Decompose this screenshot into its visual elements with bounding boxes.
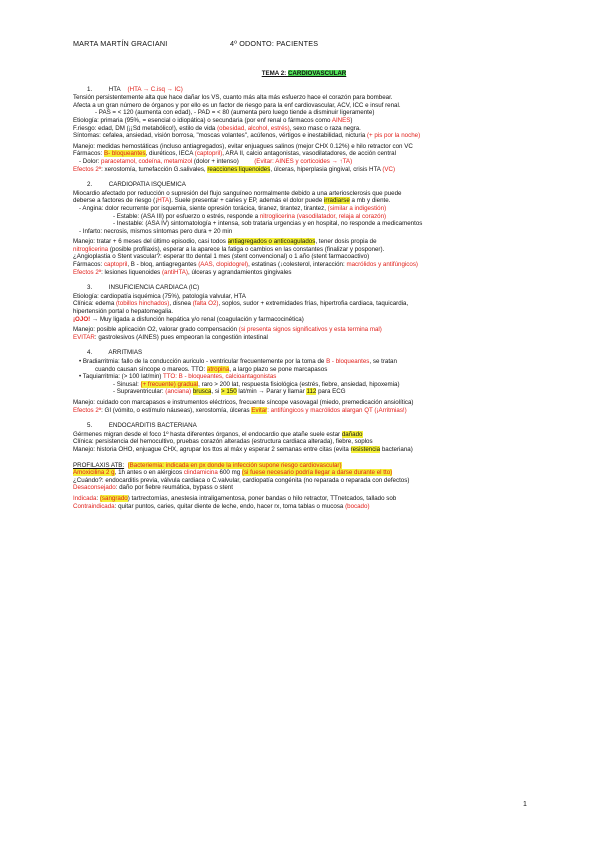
- text-line: ¡OJO! → Muy ligada a disfunción hepática y/o renal (coagulación y farmacocinética): [73, 315, 304, 323]
- title-name: CARDIOVASCULAR: [287, 70, 347, 77]
- text-line: Desaconsejado: daño por fiebre reumática, bypass o stent: [73, 484, 233, 492]
- text-line: • Bradiarritmia: fallo de la conducción auriculo - ventricular frecuentemente por la toma de B - bloqueantes, se tratan: [79, 358, 397, 365]
- text-line: Indicada: (sangrado) tartrectomías, anestesia intraligamentosa, poner bandas o hilo retractor, TTnetcados, tallado sob: [73, 494, 397, 502]
- section-heading-ic: 3. INSUFICIENCIA CARDIACA (IC): [87, 284, 200, 292]
- text-line: Manejo: posible aplicación O2, valorar grado compensación (si presenta signos significativos y esta termina mal): [73, 326, 382, 334]
- text-line: Afecta a un gran número de órganos y por ello es un factor de riesgo para la enf cardiovascular, ACV, ICC e insuf renal.: [73, 101, 401, 109]
- text-line: Efectos 2ª: lesiones liquenoides (antiHTA), úlceras y agrandamientos gingivales: [73, 268, 292, 276]
- text-line: - Sinusal: (+ frecuente) gradual, raro > 200 lat, respuesta fisiológica (estrés, fiebre, ansiedad, hipoxemia): [113, 380, 400, 388]
- page-number: 1: [523, 801, 527, 808]
- text-line: Clínica: edema (tobillos hinchados), disnea (falta O2), soplos, sudor + extremidades frías, hipertrofia cardiaca, taquicardia,: [73, 300, 409, 308]
- text-line: - Supraventricular: (anciana) brusca, si > 150 lat/min → Parar y llamar 112 para ECG: [113, 388, 346, 396]
- text-line: Etiología: primaria (95%, = esencial o idiopática) o secundaria (por enf renal o fármacos como AINES): [73, 116, 353, 124]
- section-heading-endocarditis: 5. ENDOCARDITIS BACTERIANA: [87, 422, 197, 430]
- text-line: Amoxicilina 2 g, 1h antes o en alérgicos clindamicina 600 mg (si fuese necesario podría llegar a darse durante el tto): [73, 469, 393, 477]
- text-line: Miocardio afectado por reducción o supresión del flujo sanguíneo normalmente debido a una arteriosclerosis que puede: [73, 189, 402, 197]
- header-author: MARTA MARTÍN GRACIANI: [73, 39, 168, 48]
- text-line: Manejo: tratar + 6 meses del último episodio, casi todos antiagregados o anticoagulados, tener dosis propia de: [73, 238, 377, 246]
- text-line: Manejo: historia OHO, enjuague CHX, agrupar los ttos al máx y esperar 2 semanas entre citas (evita resistencia bacteriana): [73, 445, 413, 453]
- text-line: Fármacos: B- bloqueantes, diuréticos, IECA (captopril), ARA II, calcio antagonistas, vasodilatadores, de acción central: [73, 150, 396, 158]
- text-line: - Angina: dolor recurrente por isquemia, siente opresión torácica, tiranez, tirantez, tirantez, (similar a indigestión): [79, 204, 387, 212]
- text-line: Clínica: persistencia del hemocultivo, pruebas corazón alteradas (estructura cardiaca alterada), fiebre, soplos: [73, 438, 373, 446]
- text-line: Etiología: cardiopatía isquémica (75%), patología valvular, HTA: [73, 292, 246, 300]
- text-line: Efectos 2ª: GI (vómito, o estímulo náuseas), xerostomía, úlceras Evitar: antifúngicos y macrólidos alargan QT (¡Arritmias!): [73, 406, 407, 414]
- text-line: F.riesgo: edad, DM (¡¡Sd metabólico!), estilo de vida (obesidad, alcohol, estrés), sexo masc o raza negra.: [73, 124, 361, 132]
- title-prefix: TEMA 2:: [261, 70, 288, 77]
- text-line: Fármacos: captopril, B - bloq, antiagregantes (AAS, clopidogrel), estatinas (↓colesterol, interacción: macrólidos y antifúngicos): [73, 261, 418, 269]
- text-line: deberse a factores de riesgo (¡HTA). Suele presentar + caries y EP, además el dolor puede irradiarse a mb y diente.: [73, 197, 391, 205]
- header-course: 4º ODONTO: PACIENTES: [230, 39, 319, 48]
- text-line: Manejo: cuidado con marcapasos e instrumentos eléctricos, frecuente síncope vasovagal (miedo, premedicación ansiolítica): [73, 398, 414, 406]
- text-line: Efectos 2ª: xerostomía, tumefacción G.salivales, reacciones liquenoides, úlceras, hiperplasia gingival, crisis HTA (VC): [73, 165, 396, 173]
- text-line: • Taquiarritmia: (> 100 lat/min) TTO: B - bloqueantes, calcioantagonistas: [79, 373, 277, 381]
- text-line: - Inestable: (ASA IV) sintomatología + intensa, sob trataria urgencias y en hospital, no responde a medicamentos: [113, 220, 423, 228]
- text-line: EVITAR: gastrolesivos (AINES) pues empeoran la congestión intestinal: [73, 333, 268, 341]
- text-line: - Dolor: paracetamol, codeína, metamizol (dolor + intenso) (Evitar: AINES y corticoides → ↑TA): [79, 157, 353, 165]
- text-line: - Infarto: necrosis, mismos síntomas pero dura + 20 min: [79, 227, 233, 235]
- text-line: ¿Cuándo?: endocarditis previa, válvula cardiaca o C.valvular, cardiopatía congénita (no reparada o reparada con defectos): [73, 476, 410, 484]
- text-line: cuando causan síncope o mareos. TTO: atropina, a largo plazo se pone marcapasos: [95, 365, 328, 373]
- section-heading-isquemica: 2. CARDIOPATÍA ISQUÉMICA: [87, 181, 186, 189]
- section-heading-hta: 1. HTA (HTA → C.isq → IC): [87, 85, 183, 93]
- page-title: [73, 70, 535, 78]
- text-line: Contraindicada: quitar puntos, caries, quitar diente de leche, endo, hacer rx, toma tablas o mucosa (bocado): [73, 502, 370, 510]
- text-line: Tensión persistentemente alta que hace dañar los VS, cuanto más alta más esfuerzo hace el corazón para bombear.: [73, 94, 393, 102]
- document-body: [73, 70, 535, 510]
- text-line: hipertensión portal o hepatomegalia.: [73, 308, 174, 316]
- text-line: - Estable: (ASA III) por esfuerzo o estrés, responde a nitroglicerina (vasodilatador, relaja al corazón): [113, 212, 387, 220]
- section-heading-arritmias: 4. ARRITMIAS: [87, 349, 143, 357]
- text-line: nitroglicerina (posible profilaxis), esperar a la aparece la fatiga o cambios en las constantes (finalizar y posponer).: [73, 245, 385, 253]
- text-line: Síntomas: cefalea, ansiedad, visión borrosa, "moscas volantes", acúfenos, vértigos e inestabilidad, nicturia (+ pis por la noche): [73, 132, 421, 140]
- text-line: Gérmenes migran desde el foco 1º hasta diferentes órganos, el endocardio que atañe suele estar dañado: [73, 430, 363, 438]
- text-line: Manejo: medidas hemostáticas (incluso antiagregados), evitar enjuagues salinos (mejor CHX 0.12%) e hilo retractor con VC: [73, 142, 413, 150]
- text-line: - PAS = < 120 (aumenta con edad), - PAD = < 80 (aumenta pero luego tiende a disminuir ligeramente): [95, 109, 375, 117]
- text-line: PROFILAXIS ATB: (Bacteriemia: indicada en px donde la infección supone riesgo cardiovascular): [73, 461, 342, 469]
- text-line: ¿Angioplastia o Stent vascular?: esperar tto dental 1 mes (stent convencional) o 1 año (stent farmacoactivo): [73, 253, 370, 261]
